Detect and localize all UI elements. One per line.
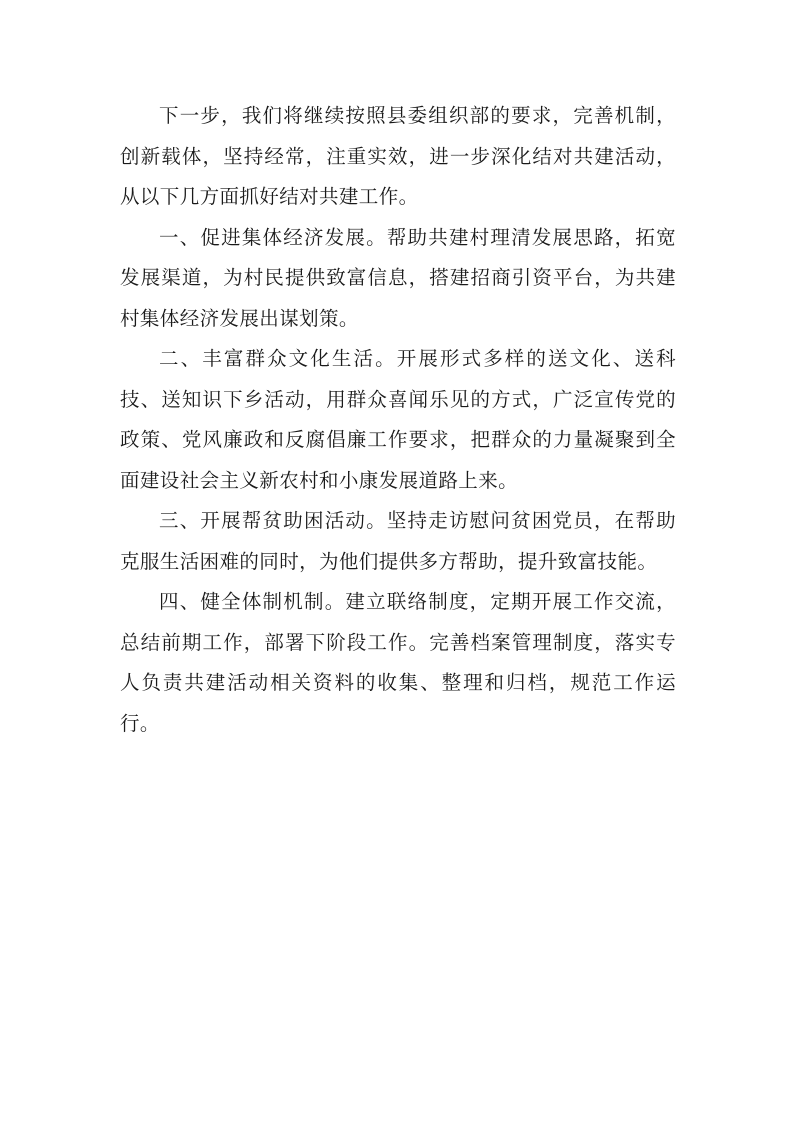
document-body	[120, 96, 676, 744]
item-poverty-assistance: 三、开展帮贫助困活动。坚持走访慰问贫困党员，在帮助克服生活困难的同时，为他们提供多方帮助，提升致富技能。	[120, 509, 676, 573]
intro-paragraph: 下一步，我们将继续按照县委组织部的要求，完善机制，创新载体，坚持经常，注重实效，进一步深化结对共建活动，从以下几方面抓好结对共建工作。	[120, 104, 676, 208]
item-collective-economy: 一、促进集体经济发展。帮助共建村理清发展思路，拓宽发展渠道，为村民提供致富信息，搭建招商引资平台，为共建村集体经济发展出谋划策。	[120, 225, 676, 330]
item-cultural-life: 二、丰富群众文化生活。开展形式多样的送文化、送科技、送知识下乡活动，用群众喜闻乐见的方式，广泛宣传党的政策、党风廉政和反腐倡廉工作要求，把群众的力量凝聚到全面建设社会主义新农村和小康发展道路上来。	[120, 347, 676, 492]
item-institutional-mechanism: 四、健全体制机制。建立联络制度，定期开展工作交流，总结前期工作，部署下阶段工作。完善档案管理制度，落实专人负责共建活动相关资料的收集、整理和归档，规范工作运行。	[120, 590, 676, 735]
